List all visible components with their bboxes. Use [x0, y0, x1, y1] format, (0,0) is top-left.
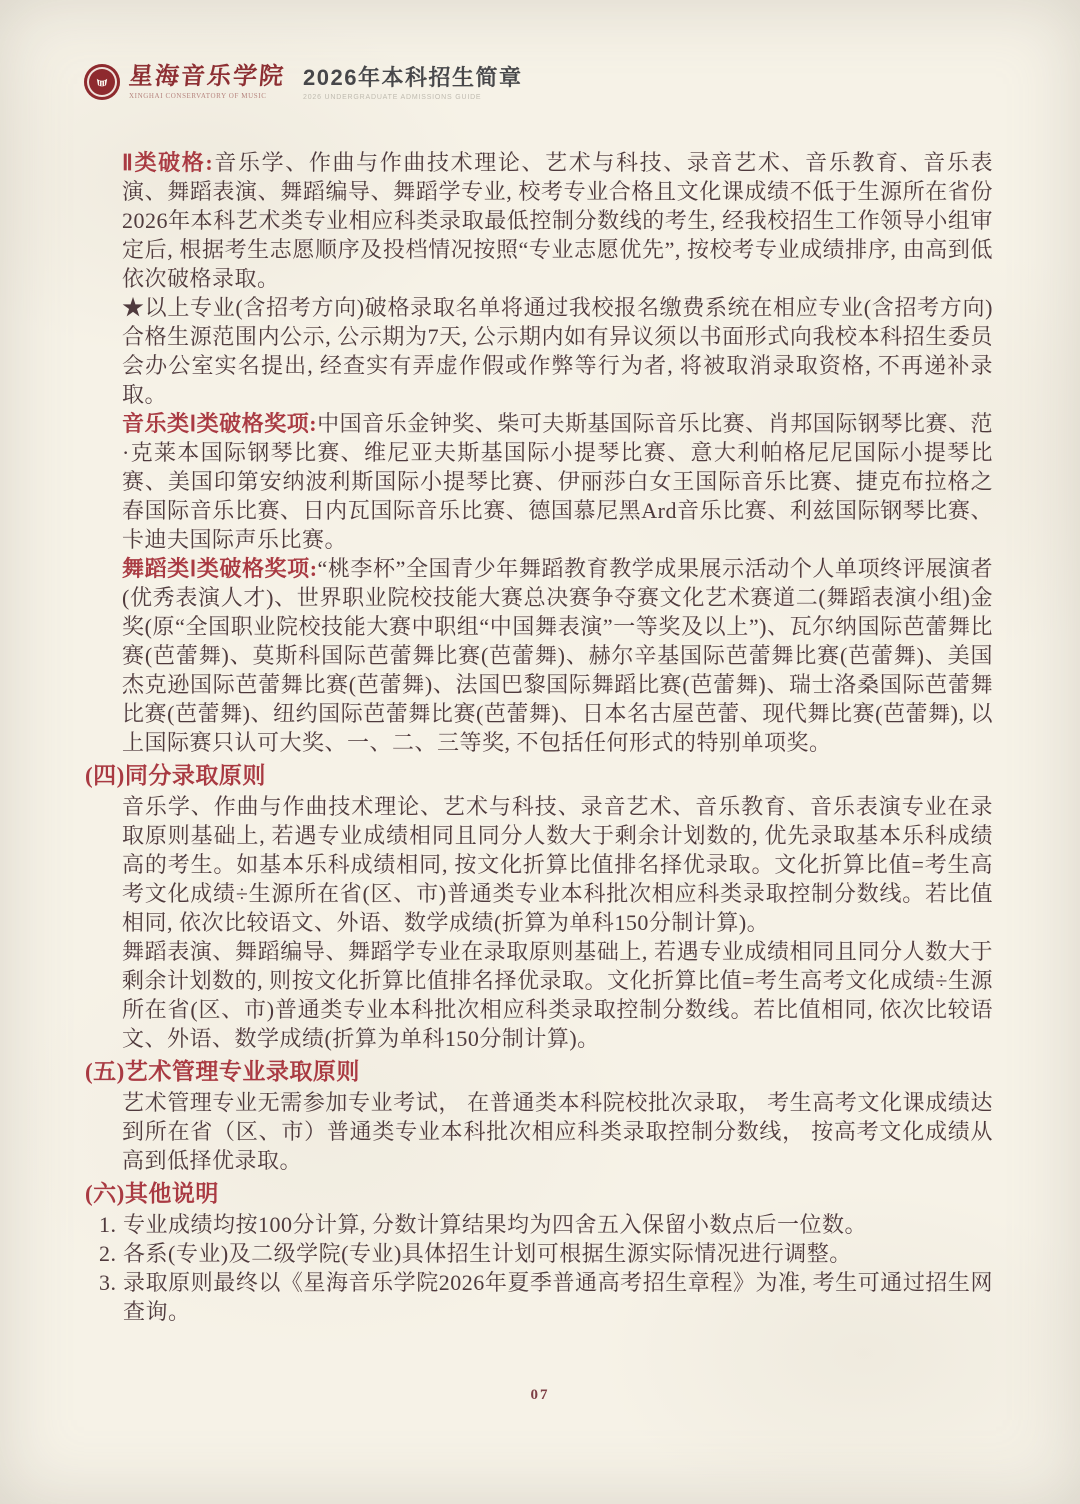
para-music-class1-awards-text: 中国音乐金钟奖、柴可夫斯基国际音乐比赛、肖邦国际钢琴比赛、范·克莱本国际钢琴比赛、维尼亚夫斯基国际小提琴比赛、意大利帕格尼尼国际小提琴比赛、美国印第安纳波利斯国际小提琴比赛、伊丽莎白女王国际音乐比赛、捷克布拉格之春国际音乐比赛、日内瓦国际音乐比赛、德国慕尼黑Ard音乐比赛、利兹国际钢琴比赛、卡迪夫国际声乐比赛。	[122, 411, 993, 552]
school-name-block	[129, 64, 285, 100]
list-item-1	[99, 1210, 993, 1239]
para-art-management	[122, 1088, 993, 1175]
page-header	[84, 64, 522, 101]
list-item-3-text: 录取原则最终以《星海音乐学院2026年夏季普通高考招生章程》为准, 考生可通过招生网查询。	[123, 1270, 993, 1324]
doc-title-en: 2026 UNDERGRADUATE ADMISSIONS GUIDE	[303, 94, 482, 101]
para-dance-class1-awards	[122, 554, 993, 757]
para-tie-break-music	[122, 792, 993, 937]
list-item-1-text: 专业成绩均按100分计算, 分数计算结果均为四舍五入保留小数点后一位数。	[123, 1212, 868, 1237]
para-type2-exception-text: 音乐学、作曲与作曲技术理论、艺术与科技、录音艺术、音乐教育、音乐表演、舞蹈表演、舞蹈编导、舞蹈学专业, 校考专业合格且文化课成绩不低于生源所在省份2026年本科艺术类专业相应科类录取最低控制分数线的考生, 经我校招生工作领导小组审定后, 根据考生志愿顺序及投档情况按照“专业志愿优先”, 按校考专业成绩排序, 由高到低依次破格录取。	[122, 150, 993, 291]
heading-section-6-other-notes: (六)其他说明	[85, 1181, 219, 1206]
lyre-emblem-icon	[94, 74, 110, 90]
para-tie-break-music-text: 音乐学、作曲与作曲技术理论、艺术与科技、录音艺术、音乐教育、音乐表演专业在录取原则基础上, 若遇专业成绩相同且同分人数大于剩余计划数的, 优先录取基本乐科成绩高的考生。如基本乐科成绩相同, 按文化折算比值排名择优录取。文化折算比值=考生高考文化成绩÷生源所在省(区、市)普通类专业本科批次相应科类录取控制分数线。若比值相同, 依次比较语文、外语、数学成绩(折算为单科150分制计算)。	[122, 794, 993, 935]
para-publicity-note	[122, 293, 993, 409]
heading-section-4-same-score-rules: (四)同分录取原则	[85, 763, 266, 788]
para-music-class1-awards	[122, 409, 993, 554]
para-tie-break-dance-text: 舞蹈表演、舞蹈编导、舞蹈学专业在录取原则基础上, 若遇专业成绩相同且同分人数大于剩余计划数的, 则按文化折算比值排名择优录取。文化折算比值=考生高考文化成绩÷生源所在省(区、市)普通类专业本科批次相应科类录取控制分数线。若比值相同, 依次比较语文、外语、数学成绩(折算为单科150分制计算)。	[122, 939, 993, 1051]
doc-title-zh: 2026年本科招生简章	[303, 65, 523, 90]
list-item-3	[99, 1268, 993, 1326]
doc-title-block	[303, 64, 522, 101]
page-footer	[0, 1386, 1080, 1404]
para-music-class1-awards-label: 音乐类Ⅰ类破格奖项:	[122, 411, 318, 436]
para-art-management-text: 艺术管理专业无需参加专业考试， 在普通类本科院校批次录取， 考生高考文化课成绩达到所在省（区、市）普通类专业本科批次相应科类录取控制分数线， 按高考文化成绩从高到低择优录取。	[122, 1090, 993, 1173]
school-name-en: XINGHAI CONSERVATORY OF MUSIC	[129, 92, 267, 100]
para-type2-exception	[122, 148, 993, 293]
page-number: 07	[530, 1387, 550, 1403]
list-item-1-number: 1.	[99, 1212, 117, 1237]
list-item-2	[99, 1239, 993, 1268]
list-item-3-number: 3.	[99, 1270, 117, 1295]
list-item-2-number: 2.	[99, 1241, 117, 1266]
heading-section-5-art-management-rules: (五)艺术管理专业录取原则	[85, 1059, 360, 1084]
para-tie-break-dance	[122, 937, 993, 1053]
document-content	[85, 148, 993, 1326]
school-name-zh: 星海音乐学院	[127, 64, 287, 90]
para-dance-class1-awards-label: 舞蹈类Ⅰ类破格奖项:	[122, 556, 318, 581]
para-dance-class1-awards-text: “桃李杯”全国青少年舞蹈教育教学成果展示活动个人单项终评展演者(优秀表演人才)、世界职业院校技能大赛总决赛争夺赛文化艺术赛道二(舞蹈表演小组)金奖(原“全国职业院校技能大赛中职组“中国舞表演”一等奖及以上”)、瓦尔纳国际芭蕾舞比赛(芭蕾舞)、莫斯科国际芭蕾舞比赛(芭蕾舞)、赫尔辛基国际芭蕾舞比赛(芭蕾舞)、美国杰克逊国际芭蕾舞比赛(芭蕾舞)、法国巴黎国际舞蹈比赛(芭蕾舞)、瑞士洛桑国际芭蕾舞比赛(芭蕾舞)、纽约国际芭蕾舞比赛(芭蕾舞)、日本名古屋芭蕾、现代舞比赛(芭蕾舞), 以上国际赛只认可大奖、一、二、三等奖, 不包括任何形式的特别单项奖。	[122, 556, 993, 755]
list-item-2-text: 各系(专业)及二级学院(专业)具体招生计划可根据生源实际情况进行调整。	[123, 1241, 852, 1266]
para-type2-exception-label: Ⅱ类破格:	[122, 150, 214, 175]
para-publicity-note-text: ★以上专业(含招考方向)破格录取名单将通过我校报名缴费系统在相应专业(含招考方向)合格生源范围内公示, 公示期为7天, 公示期内如有异议须以书面形式向我校本科招生委员会办公室实名提出, 经查实有弄虚作假或作弊等行为者, 将被取消录取资格, 不再递补录取。	[122, 295, 993, 407]
school-seal-logo	[84, 64, 120, 100]
